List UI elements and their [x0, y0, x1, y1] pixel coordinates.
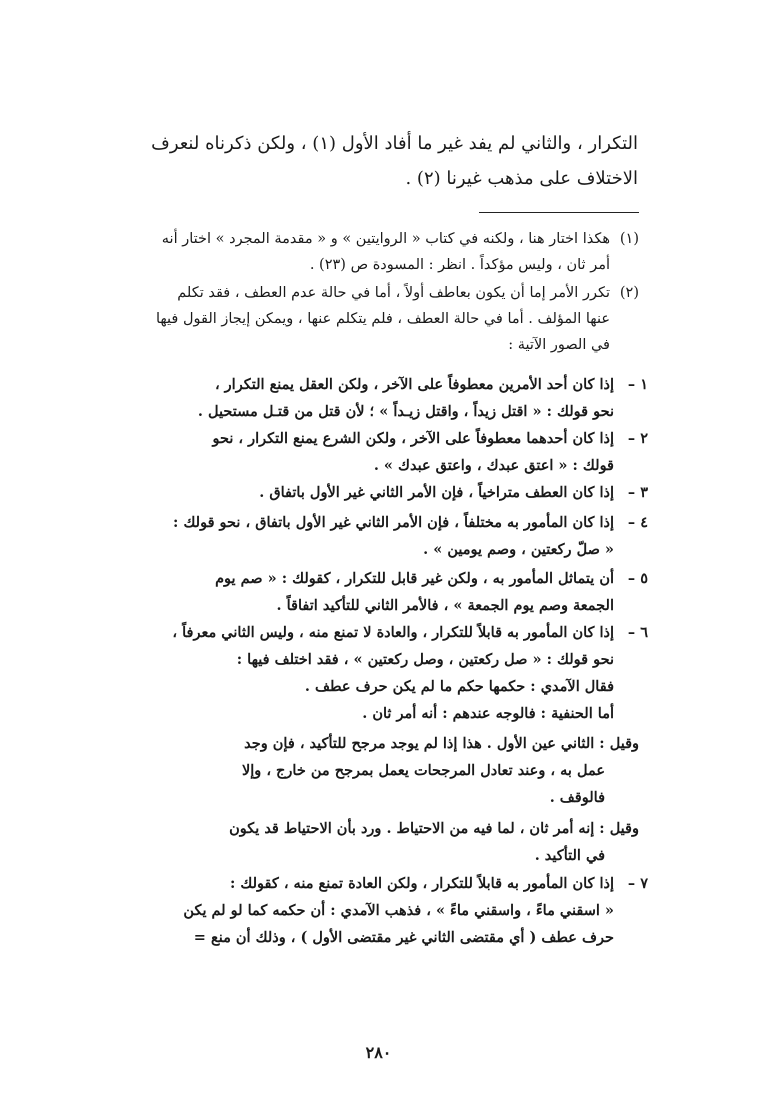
item-line: إذا كان أحد الأمرين معطوفاً على الآخر ، ولكن العقل يمنع التكرار ، — [214, 376, 614, 393]
footnote-1 — [118, 226, 610, 278]
item-line: إذا كان العطف متراخياً ، فإن الأمر الثاني غير الأول باتفاق . — [259, 484, 614, 501]
opinion-block — [139, 815, 639, 869]
item-number: ٣ – — [627, 484, 648, 501]
main-text-line: الاختلاف على مذهب غيرنا (٢) . — [405, 168, 638, 189]
footnote-line: أمر ثان ، وليس مؤكداً . انظر : المسودة ص (٢٣) . — [309, 257, 610, 273]
item-number: ٤ – — [627, 514, 648, 531]
footnote-line: هكذا اختار هنا ، ولكنه في كتاب « الروايتين » و « مقدمة المجرد » اختار أنه — [161, 231, 610, 247]
item-number: ١ – — [627, 376, 648, 393]
list-item — [118, 371, 648, 425]
item-line: إذا كان المأمور به قابلاً للتكرار ، والعادة لا تمنع منه ، وليس الثاني معرفاً ، — [172, 624, 614, 641]
page-number: ٢٨٠ — [365, 1043, 392, 1062]
opinion-line: وقيل : الثاني عين الأول . هذا إذا لم يوجد مرجح للتأكيد ، فإن وجد — [244, 735, 639, 752]
footnote-marker: (٢) — [619, 285, 639, 301]
item-line: نحو قولك : « صل ركعتين ، وصل ركعتين » ، فقد اختلف فيها : — [236, 651, 614, 668]
list-item — [118, 619, 648, 727]
footnote-line: في الصور الآتية : — [508, 337, 610, 353]
main-text-line: التكرار ، والثاني لم يفد غير ما أفاد الأول (١) ، ولكن ذكرناه لنعرف — [151, 133, 638, 154]
item-number: ٦ – — [627, 624, 648, 641]
item-line: قولك : « اعتق عبدك ، واعتق عبدك » . — [373, 457, 614, 474]
footnote-2 — [118, 280, 610, 358]
item-line: الجمعة وصم يوم الجمعة » ، فالأمر الثاني للتأكيد اتفاقاً . — [276, 597, 614, 614]
item-line: إذا كان أحدهما معطوفاً على الآخر ، ولكن الشرع يمنع التكرار ، نحو — [212, 430, 614, 447]
item-line: إذا كان المأمور به قابلاً للتكرار ، ولكن العادة تمنع منه ، كقولك : — [230, 875, 614, 892]
list-item — [118, 509, 648, 563]
footnote-marker: (١) — [619, 231, 639, 247]
main-text — [118, 126, 638, 196]
item-line: أما الحنفية : فالوجه عندهم : أنه أمر ثان . — [362, 705, 614, 722]
item-number: ٥ – — [627, 570, 648, 587]
item-line: إذا كان المأمور به مختلفاً ، فإن الأمر الثاني غير الأول باتفاق ، نحو قولك : — [173, 514, 614, 531]
footnote-line: تكرر الأمر إما أن يكون بعاطف أولاً ، أما في حالة عدم العطف ، فقد تكلم — [177, 285, 610, 301]
item-number: ٧ – — [627, 875, 648, 892]
opinion-line: وقيل : إنه أمر ثان ، لما فيه من الاحتياط . ورد بأن الاحتياط قد يكون — [229, 820, 639, 837]
item-line: أن يتماثل المأمور به ، ولكن غير قابل للتكرار ، كقولك : « صم يوم — [215, 570, 614, 587]
list-item — [118, 870, 648, 951]
list-item — [118, 425, 648, 479]
item-line: حرف عطف ( أي مقتضى الثاني غير مقتضى الأول ) ، وذلك أن منع = — [193, 929, 614, 946]
footnote-line: عنها المؤلف . أما في حالة العطف ، فلم يتكلم عنها ، ويمكن إيجاز القول فيها — [155, 311, 610, 327]
opinion-block — [139, 730, 639, 811]
footnote-separator — [479, 212, 639, 213]
item-line: نحو قولك : « اقتل زيداً ، واقتل زيـداً » ؛ لأن قتل من قتـل مستحيل . — [197, 403, 614, 420]
item-line: فقال الآمدي : حكمها حكم ما لم يكن حرف عطف . — [304, 678, 614, 695]
item-line: « اسقني ماءً ، واسقني ماءً » ، فذهب الآمدي : أن حكمه كما لو لم يكن — [183, 902, 614, 919]
item-number: ٢ – — [627, 430, 648, 447]
opinion-line: فالوقف . — [549, 789, 605, 806]
list-item — [118, 565, 648, 619]
opinion-line: عمل به ، وعند تعادل المرجحات يعمل بمرجح من خارج ، وإلا — [241, 762, 605, 779]
item-line: « صلّ ركعتين ، وصم يومين » . — [423, 541, 614, 558]
opinion-line: في التأكيد . — [534, 847, 605, 864]
list-item — [118, 479, 648, 506]
